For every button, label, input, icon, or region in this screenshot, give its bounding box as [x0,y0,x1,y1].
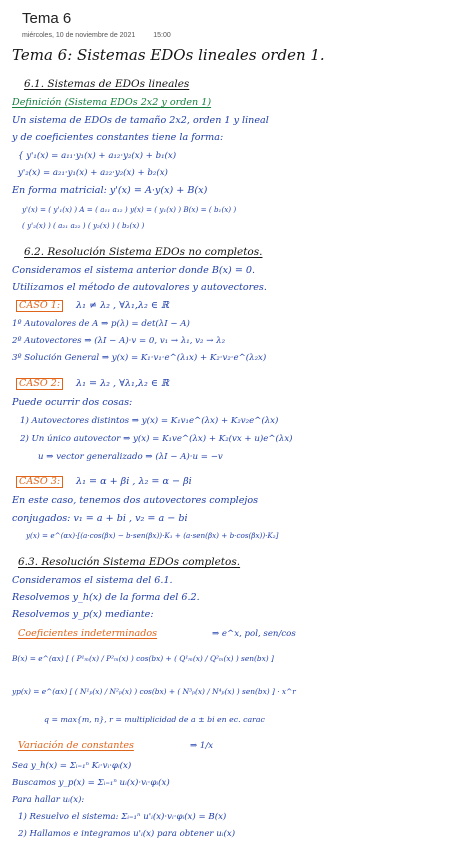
section-6-2-heading: 6.2. Resolución Sistema EDOs no completos. [24,246,263,258]
main-title: Tema 6: Sistemas EDOs lineales orden 1. [12,46,325,64]
variation-line-3: Para hallar uᵢ(x): [12,795,85,805]
section-6-3-line-1: Consideramos el sistema del 6.1. [12,575,173,586]
case-2-option-1: 1) Autovectores distintos ⇒ y(x) = K₁v₁e^(λx) + K₂v₂e^(λx) [20,416,279,426]
section-6-2-line-1: Consideramos el sistema anterior donde B(x) = 0. [12,265,256,276]
section-6-3-heading: 6.3. Resolución Sistema EDOs completos. [18,556,241,568]
case-2-condition: λ₁ = λ₂ , ∀λ₁,λ₂ ∈ ℝ [76,378,170,389]
section-6-3-line-3: Resolvemos y_p(x) mediante: [12,609,154,620]
section-6-3-line-2: Resolvemos y_h(x) de la forma del 6.2. [12,592,200,603]
section-6-2-line-2: Utilizamos el método de autovalores y autovectores. [12,282,267,293]
system-equation-2: y'₂(x) = a₂₁·y₁(x) + a₂₂·y₂(x) + b₂(x) [18,168,168,178]
variation-of-parameters-label: Variación de constantes [18,740,134,751]
case-3-line-2: conjugados: v₁ = a + bi , v₂ = a − bi [12,513,188,524]
variation-step-2: 2) Hallamos e integramos u'ᵢ(x) para obtener uᵢ(x) [18,829,236,839]
case-1-step-2: 2º Autovectores ⇒ (λI − A)·v = 0, v₁ → λ₁, v₂ → λ₂ [12,336,226,346]
definition-line-2: y de coeficientes constantes tiene la forma: [12,132,224,143]
page-time: 15:00 [153,32,171,39]
undetermined-coefficients-arrow: ⇒ e^x, pol, sen/cos [212,629,296,639]
B-equation: B(x) = e^(αx) [ ( P¹ₘ(x) / P²ₘ(x) ) cos(bx) + ( Q¹ₘ(x) / Q²ₘ(x) ) sen(bx) ] [12,654,274,663]
case-1-step-3: 3º Solución General ⇒ y(x) = K₁·v₁·e^(λ₁x) + K₂·v₂·e^(λ₂x) [12,353,267,363]
case-3-label: CASO 3: [16,476,63,488]
matrix-form-line: En forma matricial: y'(x) = A·y(x) + B(x) [12,185,208,196]
undetermined-coefficients-label: Coeficientes indeterminados [18,628,158,639]
page-title: Tema 6 [22,10,72,27]
section-6-1-heading: 6.1. Sistemas de EDOs lineales [24,78,190,90]
matrix-definitions-row-1: y'(x) = ( y'₁(x) ) A = ( a₁₁ a₁₂ ) y(x) = ( y₁(x) ) B(x) = ( b₁(x) ) [22,205,237,214]
matrix-definitions-row-2: ( y'₂(x) ) ( a₂₁ a₂₂ ) ( y₂(x) ) ( b₂(x) ) [22,221,145,230]
page-meta [22,32,171,39]
yp-equation: yp(x) = e^(αx) [ ( N¹ₚ(x) / N²ₚ(x) ) cos(bx) + ( N³ₚ(x) / N⁴ₚ(x) ) sen(bx) ] · x^r [12,687,296,696]
definition-heading: Definición (Sistema EDOs 2x2 y orden 1) [12,97,212,108]
case-1-label: CASO 1: [16,300,63,312]
case-2-generalized-vector: u ⇒ vector generalizado ⇒ (λI − A)·u = −v [38,452,223,462]
case-1-condition: λ₁ ≠ λ₂ , ∀λ₁,λ₂ ∈ ℝ [76,300,170,311]
case-3-condition: λ₁ = α + βi , λ₂ = α − βi [76,476,192,487]
case-1-step-1: 1º Autovalores de A ⇒ p(λ) = det(λI − A) [12,319,190,329]
case-2-option-2: 2) Un único autovector ⇒ y(x) = K₁ve^(λx) + K₂(vx + u)e^(λx) [20,434,293,444]
case-2-line-1: Puede ocurrir dos cosas: [12,397,133,408]
case-2-label: CASO 2: [16,378,63,390]
case-3-solution: y(x) = e^(αx)·[(a·cos(βx) − b·sen(βx))·K₁ + (a·sen(βx) + b·cos(βx))·K₂] [26,531,279,540]
case-3-line-1: En este caso, tenemos dos autovectores complejos [12,495,259,506]
page-date: miércoles, 10 de noviembre de 2021 [22,32,136,39]
variation-line-2: Buscamos y_p(x) = Σᵢ₌₁ⁿ uᵢ(x)·vᵢ·φᵢ(x) [12,778,170,788]
variation-of-parameters-arrow: ⇒ 1/x [190,741,214,751]
variation-step-1: 1) Resuelvo el sistema: Σᵢ₌₁ⁿ u'ᵢ(x)·vᵢ·φᵢ(x) = B(x) [18,812,227,822]
definition-line-1: Un sistema de EDOs de tamaño 2x2, orden 1 y lineal [12,115,269,126]
system-equation-1: { y'₁(x) = a₁₁·y₁(x) + a₁₂·y₂(x) + b₁(x) [18,151,177,161]
q-and-r-definition: q = max{m, n}, r = multiplicidad de a ± bi en ec. carac [44,715,265,724]
variation-line-1: Sea y_h(x) = Σᵢ₌₁ⁿ Kᵢ·vᵢ·φᵢ(x) [12,761,132,771]
